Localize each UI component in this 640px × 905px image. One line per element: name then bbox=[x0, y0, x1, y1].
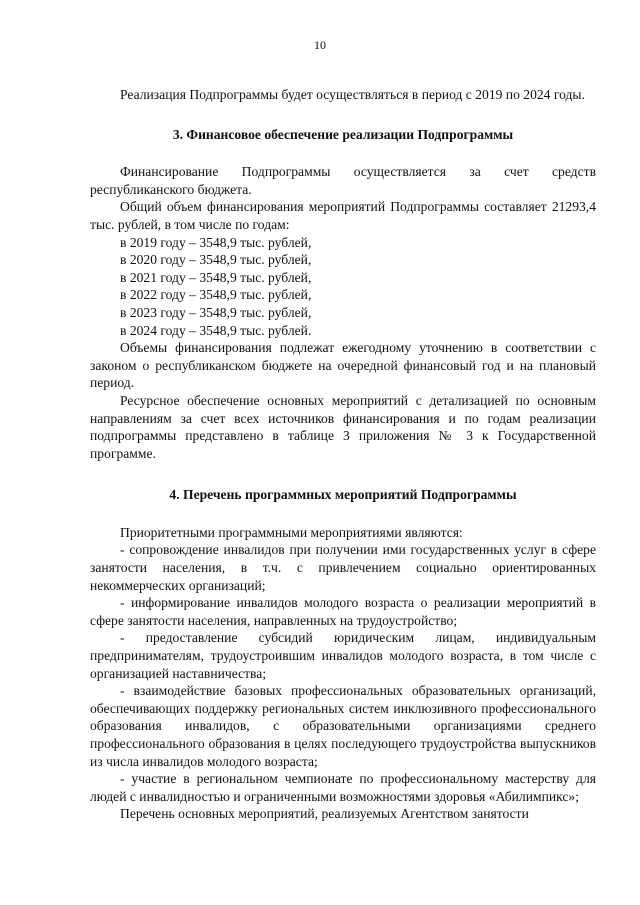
funding-year-2020: в 2020 году – 3548,9 тыс. рублей, bbox=[120, 252, 312, 268]
section-3-paragraph-4: Ресурсное обеспечение основных мероприятий с детализацией по основным направлениям за счет всех источников финансирования и по годам реализации подпрограммы представлено в таблице 3 приложения № 3 к Государственной программе. bbox=[90, 392, 596, 461]
section-4-intro: Приоритетными программными мероприятиями являются: bbox=[120, 524, 463, 540]
priority-item-3: - предоставление субсидий юридическим лицам, индивидуальным предпринимателям, трудоустроившим инвалидов молодого возраста, в том числе с организацией наставничества; bbox=[90, 630, 596, 681]
priority-item-1: - сопровождение инвалидов при получении ими государственных услуг в сфере занятости населения, в т.ч. с привлечением социально ориентированных некоммерческих организаций; bbox=[90, 542, 596, 593]
priority-item-5: - участие в региональном чемпионате по профессиональному мастерству для людей с инвалидностью и ограниченными возможностями здоровья «Абилимпикс»; bbox=[90, 771, 596, 804]
page-number: 10 bbox=[314, 38, 326, 52]
section-3-paragraph-3: Объемы финансирования подлежат ежегодному уточнению в соответствии с законом о республиканском бюджете на очередной финансовый год и на плановый период. bbox=[90, 340, 596, 391]
funding-year-2021: в 2021 году – 3548,9 тыс. рублей, bbox=[120, 269, 312, 285]
section-3-heading: 3. Финансовое обеспечение реализации Подпрограммы bbox=[172, 126, 514, 142]
funding-year-2022: в 2022 году – 3548,9 тыс. рублей, bbox=[120, 287, 312, 303]
funding-year-2019: в 2019 году – 3548,9 тыс. рублей, bbox=[120, 234, 312, 250]
section-3-paragraph-2: Общий объем финансирования мероприятий Подпрограммы составляет 21293,4 тыс. рублей, в том числе по годам: bbox=[90, 199, 596, 232]
priority-item-2: - информирование инвалидов молодого возраста о реализации мероприятий в сфере занятости населения, направленных на трудоустройство; bbox=[90, 595, 596, 628]
document-body bbox=[90, 86, 596, 823]
section-4-heading: 4. Перечень программных мероприятий Подпрограммы bbox=[169, 487, 517, 503]
funding-year-2023: в 2023 году – 3548,9 тыс. рублей, bbox=[120, 304, 312, 320]
funding-year-2024: в 2024 году – 3548,9 тыс. рублей. bbox=[120, 322, 312, 338]
section-3-paragraph-1: Финансирование Подпрограммы осуществляется за счет средств республиканского бюджета. bbox=[90, 164, 596, 197]
intro-paragraph: Реализация Подпрограммы будет осуществляться в период с 2019 по 2024 годы. bbox=[120, 87, 585, 102]
priority-item-4: - взаимодействие базовых профессиональных образовательных организаций, обеспечивающих поддержку региональных систем инклюзивного профессионального образования инвалидов, с образовательными организациями среднего профессионального образования в целях последующего трудоустройства выпускников из числа инвалидов молодого возраста; bbox=[90, 683, 596, 769]
section-4-last-paragraph: Перечень основных мероприятий, реализуемых Агентством занятости bbox=[120, 806, 529, 822]
